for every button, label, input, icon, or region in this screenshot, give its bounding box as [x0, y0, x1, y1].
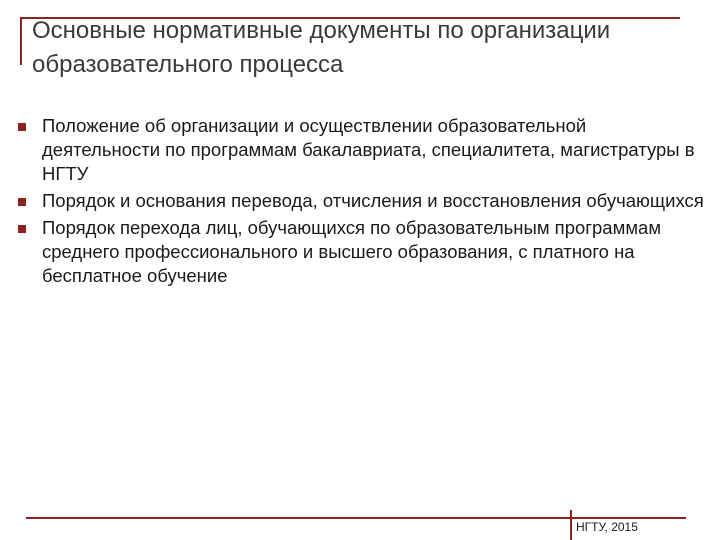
square-bullet-icon — [18, 123, 26, 131]
footer-rule — [26, 517, 686, 519]
list-item — [18, 189, 708, 213]
list-item — [18, 114, 708, 186]
square-bullet-icon — [18, 225, 26, 233]
bullet-list — [18, 114, 708, 291]
list-item — [18, 216, 708, 288]
slide-title: Основные нормативные документы по организации образовательного процесса — [32, 17, 611, 78]
list-item-text: Порядок и основания перевода, отчисления и восстановления обучающихся — [42, 190, 704, 211]
list-item-text: Порядок перехода лиц, обучающихся по образовательным программам среднего профессионального и высшего образования, с платного на бесплатное обучение — [42, 217, 662, 286]
footer-text: НГТУ, 2015 — [576, 520, 638, 534]
footer-divider — [570, 510, 572, 540]
title-frame-left-line — [20, 17, 22, 65]
list-item-text: Положение об организации и осуществлении образовательной деятельности по программам бакалавриата, специалитета, магистратуры в НГТУ — [42, 115, 695, 184]
square-bullet-icon — [18, 198, 26, 206]
